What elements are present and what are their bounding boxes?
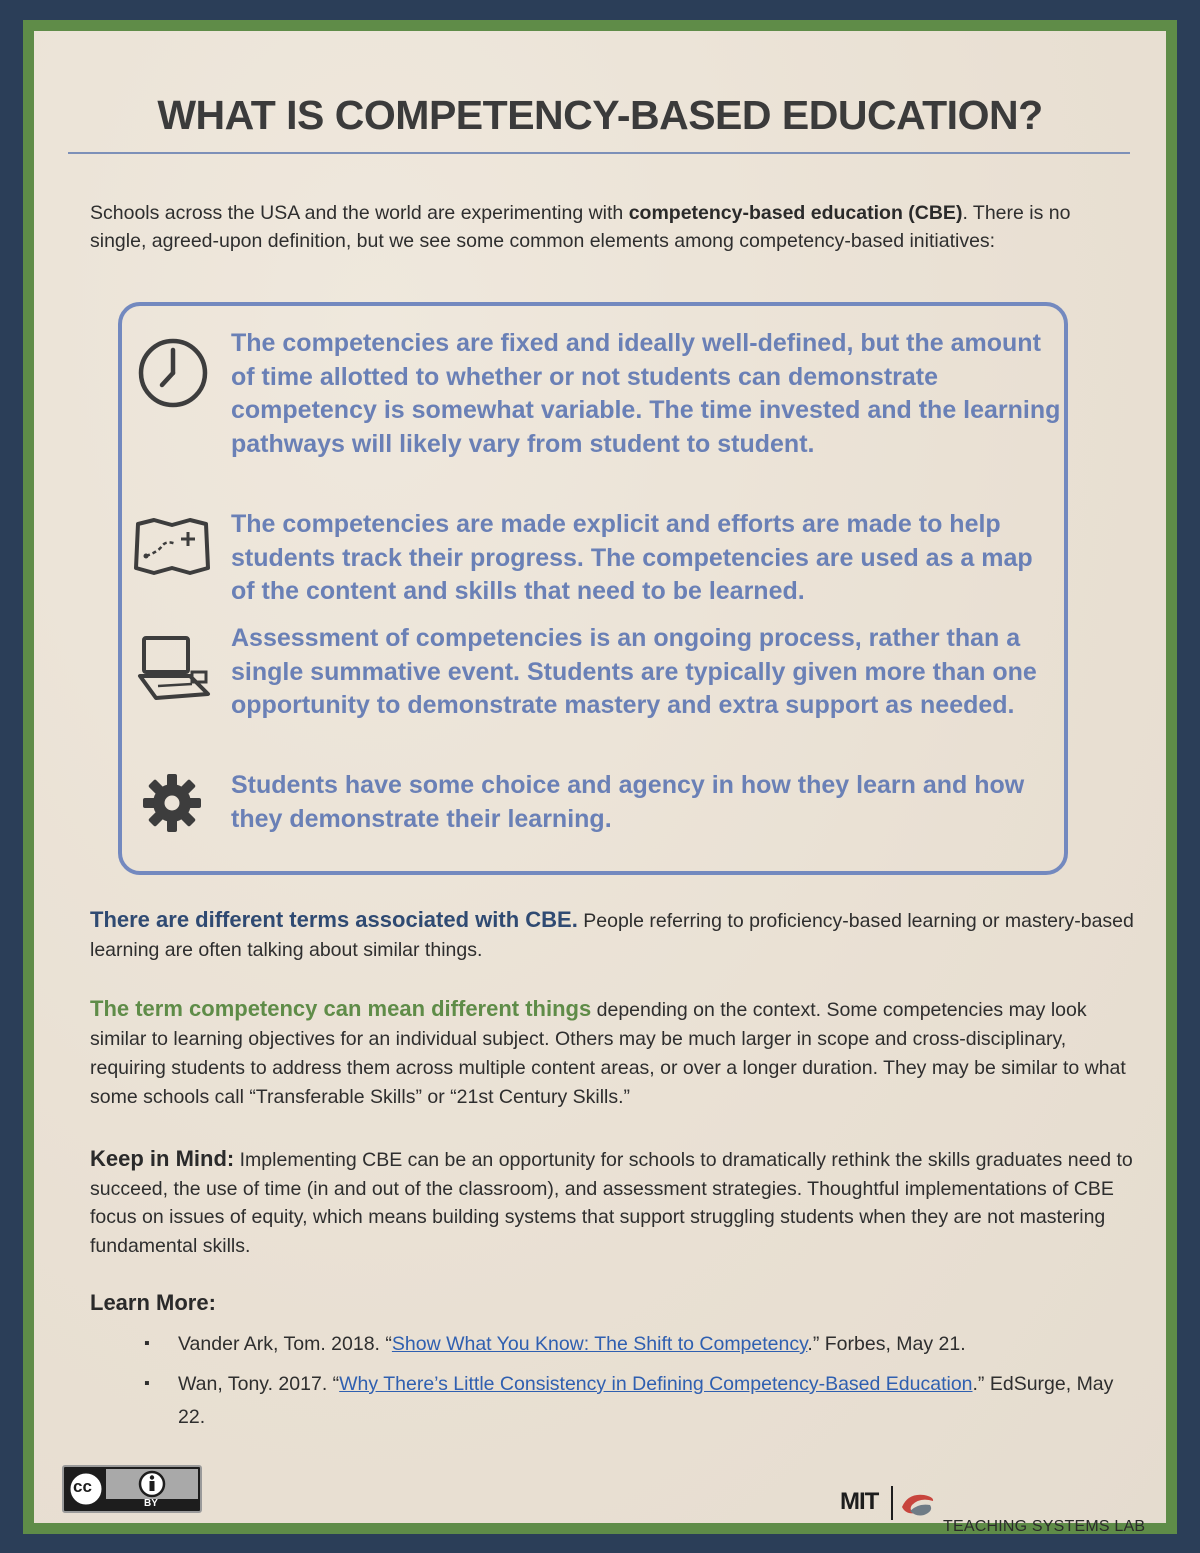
terms-text: People referring to proficiency-based learning or mastery-based learning are often talking about similar things. <box>90 910 1134 961</box>
title-divider <box>68 152 1130 154</box>
element-ongoing-assessment: Assessment of competencies is an ongoing process, rather than a single summative event. Students are typically given more than one opportunity to demonstrate mastery and extra support as needed. <box>231 624 1037 719</box>
element-time-variable: The competencies are fixed and ideally well-defined, but the amount of time allotted to whether or not students can demonstrate competency is somewhat variable. The time invested and the learning pathways will likely vary from student to student. <box>231 329 1061 458</box>
teaching-systems-lab-logo-icon <box>900 1491 936 1517</box>
competency-lead: The term competency can mean different things <box>90 996 592 1021</box>
terms-lead: There are different terms associated with CBE. <box>90 907 578 932</box>
reference-item <box>178 1368 1118 1434</box>
page-title: WHAT IS COMPETENCY-BASED EDUCATION? <box>157 92 1043 138</box>
element-explicit-competencies: The competencies are made explicit and efforts are made to help students track their progress. The competencies are used as a map of the content and skills that need to be learned. <box>231 510 1033 605</box>
bullet-dot: ▪ <box>144 1375 150 1392</box>
keep-in-mind-paragraph <box>90 1145 1135 1260</box>
by-label: BY <box>144 1498 158 1509</box>
cc-label: cc <box>73 1477 92 1496</box>
intro-text-1: Schools across the USA and the world are experimenting with <box>90 202 629 224</box>
reference-author: Vander Ark, Tom. 2018. “ <box>178 1333 392 1355</box>
mit-logo: MIT <box>840 1488 879 1515</box>
competency-paragraph <box>90 994 1135 1112</box>
clock-icon <box>136 336 210 410</box>
map-icon <box>132 516 212 578</box>
footer-brand <box>838 1484 1158 1520</box>
laptop-icon <box>134 632 214 704</box>
logo-divider <box>891 1486 893 1520</box>
teaching-systems-lab-name: TEACHING SYSTEMS LAB <box>943 1518 1146 1535</box>
reference-item <box>178 1328 1118 1361</box>
gear-icon <box>141 772 203 834</box>
intro-bold-term: competency-based education (CBE) <box>628 202 963 224</box>
cc-by-license-badge[interactable] <box>62 1465 202 1513</box>
reference-source: .” EdSurge, May 22. <box>178 1373 1114 1428</box>
keep-in-mind-lead: Keep in Mind: <box>90 1146 235 1171</box>
keep-in-mind-text: Implementing CBE can be an opportunity for schools to dramatically rethink the skills graduates need to succeed, the use of time (in and out of the classroom), and assessment strategies. Thoughtful implementations of CBE focus on issues of equity, which means building systems that support struggling students when they are not mastering fundamental skills. <box>90 1149 1133 1257</box>
competency-text: depending on the context. Some competencies may look similar to learning objectives for an individual subject. Others may be much larger in scope and cross-disciplinary, requiring students to address them across multiple content areas, or over a longer duration. They may be similar to what some schools call “Transferable Skills” or “21st Century Skills.” <box>90 999 1126 1108</box>
intro-text-2: . There is no single, agreed-upon definition, but we see some common elements among competency-based initiatives: <box>90 202 1071 252</box>
reference-link[interactable]: Why There’s Little Consistency in Defining Competency-Based Education <box>339 1373 973 1395</box>
intro-paragraph <box>90 199 1090 255</box>
terms-paragraph <box>90 906 1135 964</box>
bullet-dot: ▪ <box>144 1335 150 1352</box>
reference-link[interactable]: Show What You Know: The Shift to Competency <box>391 1333 808 1355</box>
element-student-choice: Students have some choice and agency in how they learn and how they demonstrate their learning. <box>231 771 1025 833</box>
learn-more-heading: Learn More: <box>90 1290 216 1315</box>
reference-source: .” Forbes, May 21. <box>807 1333 966 1355</box>
reference-author: Wan, Tony. 2017. “ <box>178 1373 340 1395</box>
